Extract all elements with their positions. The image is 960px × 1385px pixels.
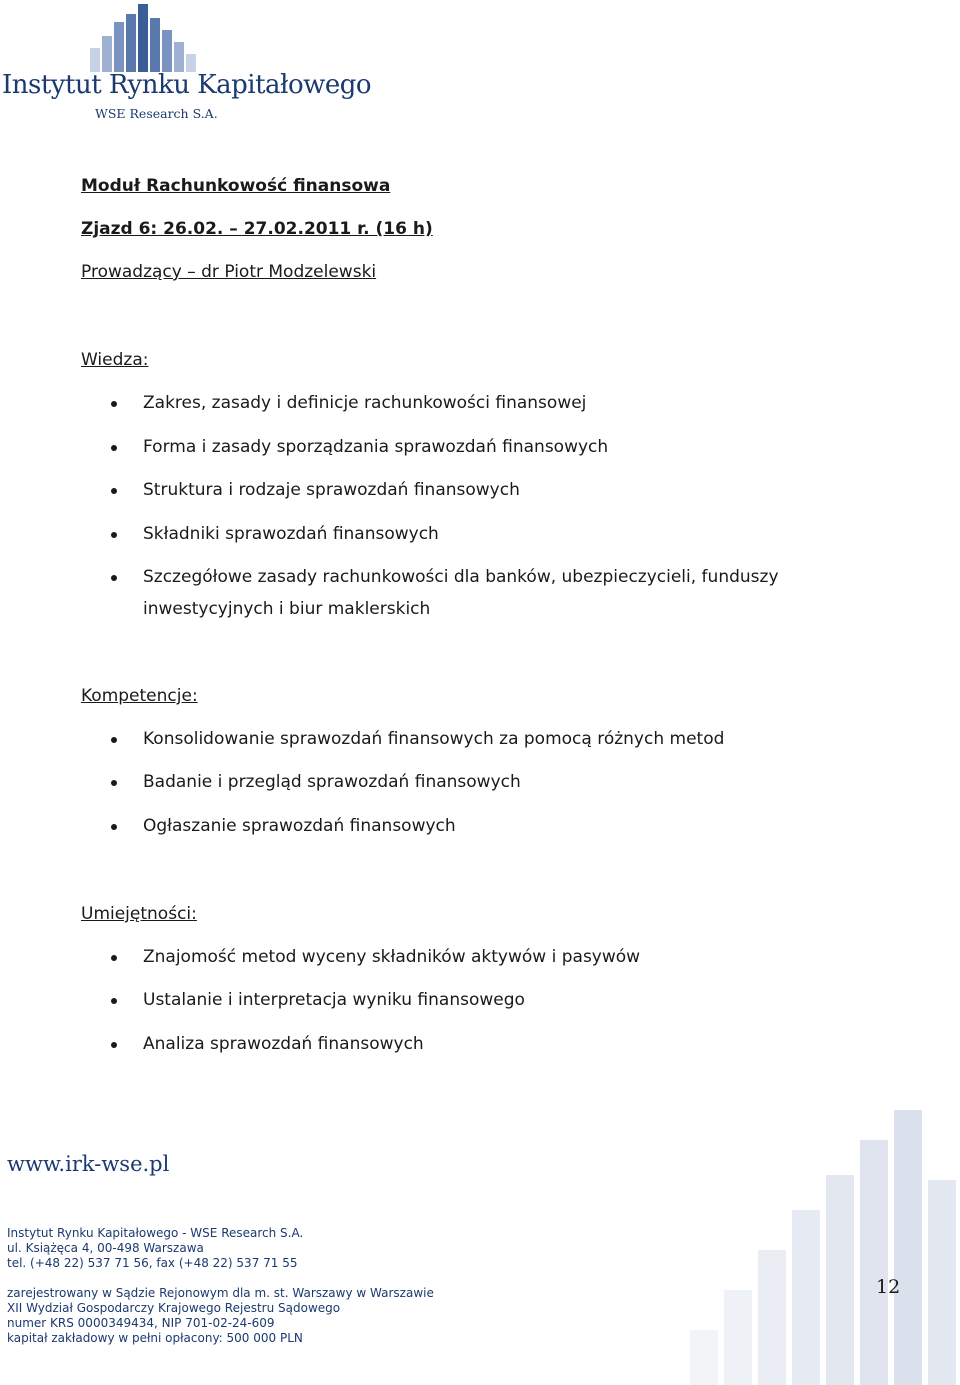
- lecturer-line: Prowadzący – dr Piotr Modzelewski: [81, 262, 377, 282]
- list-item: Składniki sprawozdań finansowych: [143, 524, 439, 544]
- footer-address-line: ul. Książęca 4, 00-498 Warszawa: [7, 1241, 204, 1255]
- bullet-icon: [111, 998, 117, 1004]
- footer-registry-line: XII Wydział Gospodarczy Krajowego Rejestru Sądowego: [7, 1301, 341, 1315]
- company-logo: [0, 0, 372, 130]
- footer-address-line: Instytut Rynku Kapitałowego - WSE Research S.A.: [7, 1226, 304, 1240]
- bullet-icon: [111, 575, 117, 581]
- footer-registry-line: kapitał zakładowy w pełni opłacony: 500 000 PLN: [7, 1331, 303, 1345]
- list-item: Badanie i przegląd sprawozdań finansowych: [143, 772, 521, 792]
- logo-name: Instytut Rynku Kapitałowego: [2, 70, 372, 100]
- list-item: Analiza sprawozdań finansowych: [143, 1034, 424, 1054]
- page-number: 12: [876, 1276, 901, 1298]
- list-item: Znajomość metod wyceny składników aktywów i pasywów: [143, 947, 641, 967]
- session-line: Zjazd 6: 26.02. – 27.02.2011 r. (16 h): [81, 219, 433, 239]
- list-item: Szczegółowe zasady rachunkowości dla banków, ubezpieczycieli, funduszy: [143, 567, 779, 587]
- logo-bars-icon: [88, 0, 198, 72]
- logo-subtitle: WSE Research S.A.: [95, 106, 218, 121]
- bullet-icon: [111, 1042, 117, 1048]
- list-item-continuation: inwestycyjnych i biur maklerskich: [143, 599, 431, 619]
- footer-address-line: tel. (+48 22) 537 71 56, fax (+48 22) 537 71 55: [7, 1256, 298, 1270]
- bullet-icon: [111, 780, 117, 786]
- list-item: Ustalanie i interpretacja wyniku finansowego: [143, 990, 525, 1010]
- footer-registry-line: zarejestrowany w Sądzie Rejonowym dla m. st. Warszawy w Warszawie: [7, 1286, 434, 1300]
- bullet-icon: [111, 737, 117, 743]
- footer-website-link[interactable]: www.irk-wse.pl: [7, 1152, 170, 1176]
- list-item: Ogłaszanie sprawozdań finansowych: [143, 816, 456, 836]
- section-heading-umiejetnosci: Umiejętności:: [81, 904, 197, 924]
- footer-registry-line: numer KRS 0000349434, NIP 701-02-24-609: [7, 1316, 275, 1330]
- footer-address: [7, 1226, 303, 1271]
- footer-decoration: [680, 1100, 960, 1385]
- bullet-icon: [111, 445, 117, 451]
- bullet-icon: [111, 824, 117, 830]
- footer-registry: [7, 1286, 434, 1346]
- bullet-icon: [111, 401, 117, 407]
- section-heading-wiedza: Wiedza:: [81, 350, 149, 370]
- list-item: Forma i zasady sporządzania sprawozdań finansowych: [143, 437, 609, 457]
- list-item: Zakres, zasady i definicje rachunkowości finansowej: [143, 393, 587, 413]
- list-item: Konsolidowanie sprawozdań finansowych za pomocą różnych metod: [143, 729, 725, 749]
- module-title: Moduł Rachunkowość finansowa: [81, 176, 391, 196]
- bullet-icon: [111, 488, 117, 494]
- bullet-icon: [111, 955, 117, 961]
- list-item: Struktura i rodzaje sprawozdań finansowych: [143, 480, 520, 500]
- section-heading-kompetencje: Kompetencje:: [81, 686, 198, 706]
- bullet-icon: [111, 532, 117, 538]
